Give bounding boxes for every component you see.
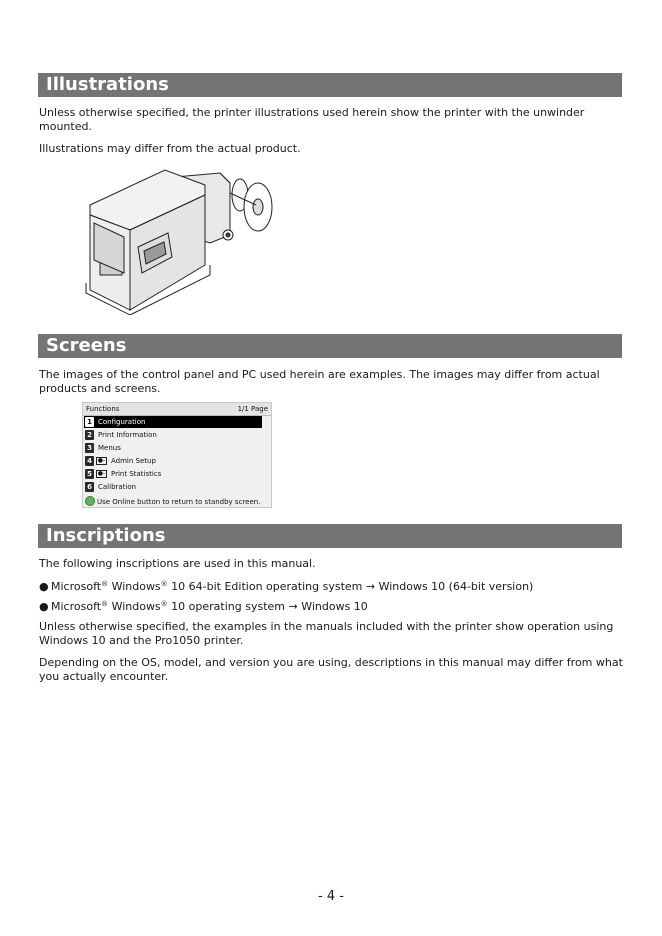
screen-menu-item-menus	[84, 442, 262, 454]
menu-item-label: Admin Setup	[111, 457, 156, 465]
screen-menu-item-admin-setup	[84, 455, 262, 467]
page-number: - 4 -	[318, 889, 344, 904]
registered-mark: ®	[101, 580, 109, 588]
bullet-icon: ●	[39, 600, 49, 613]
registered-mark: ®	[160, 600, 168, 608]
screen-title-bar	[83, 403, 271, 416]
bullet-brand-windows: Windows	[111, 580, 161, 593]
bullet-text: 10 operating system → Windows 10	[167, 600, 368, 613]
menu-number-badge: 4	[85, 456, 94, 466]
inscriptions-paragraph-2: Unless otherwise specified, the examples in the manuals included with the printer show operation using Windows 10 and the Pro1050 printer.	[39, 620, 614, 647]
inscriptions-paragraph-3: Depending on the OS, model, and version you are using, descriptions in this manual may differ from what you actually encounter.	[39, 656, 623, 683]
section-header-illustrations: Illustrations	[38, 73, 622, 97]
menu-number-badge: 6	[85, 482, 94, 492]
control-panel-screen-image	[82, 402, 272, 508]
screen-menu-item-print-statistics	[84, 468, 262, 480]
screens-paragraph-1: The images of the control panel and PC used herein are examples. The images may differ from actual products and screens.	[39, 368, 600, 395]
screen-page-indicator: 1/1 Page	[237, 405, 268, 413]
inscription-bullet-1	[39, 580, 624, 594]
menu-item-label: Menus	[98, 444, 121, 452]
menu-number-badge: 2	[85, 430, 94, 440]
section-header-inscriptions: Inscriptions	[38, 524, 622, 548]
registered-mark: ®	[101, 600, 109, 608]
menu-item-label: Configuration	[98, 418, 146, 426]
screen-menu-item-configuration	[84, 416, 262, 428]
key-icon: ●-	[97, 457, 106, 464]
menu-number-badge: 5	[85, 469, 94, 479]
screen-footer-text: Use Online button to return to standby screen.	[97, 498, 261, 506]
bullet-brand-microsoft: Microsoft	[51, 600, 102, 613]
inscription-bullet-2	[39, 600, 624, 614]
menu-number-badge: 3	[85, 443, 94, 453]
printer-with-unwinder-illustration	[80, 165, 280, 315]
screen-menu-item-print-information	[84, 429, 262, 441]
bullet-brand-microsoft: Microsoft	[51, 580, 102, 593]
menu-item-label: Calibration	[98, 483, 137, 491]
online-led-icon	[85, 496, 95, 506]
key-icon: ●-	[97, 470, 106, 477]
screen-footer-hint	[85, 496, 260, 506]
bullet-brand-windows: Windows	[111, 600, 161, 613]
menu-number-badge: 1	[85, 417, 94, 427]
screen-title: Functions	[86, 405, 120, 413]
menu-item-label: Print Statistics	[111, 470, 162, 478]
screen-menu-item-calibration	[84, 481, 262, 493]
bullet-icon: ●	[39, 580, 49, 593]
bullet-text: 10 64-bit Edition operating system → Windows 10 (64-bit version)	[167, 580, 534, 593]
menu-item-label: Print Information	[98, 431, 157, 439]
inscriptions-paragraph-1: The following inscriptions are used in this manual.	[39, 557, 316, 570]
registered-mark: ®	[160, 580, 168, 588]
section-header-screens: Screens	[38, 334, 622, 358]
illustrations-paragraph-1: Unless otherwise specified, the printer illustrations used herein show the printer with the unwinder mounted.	[39, 106, 585, 133]
illustrations-paragraph-2: Illustrations may differ from the actual product.	[39, 142, 301, 155]
